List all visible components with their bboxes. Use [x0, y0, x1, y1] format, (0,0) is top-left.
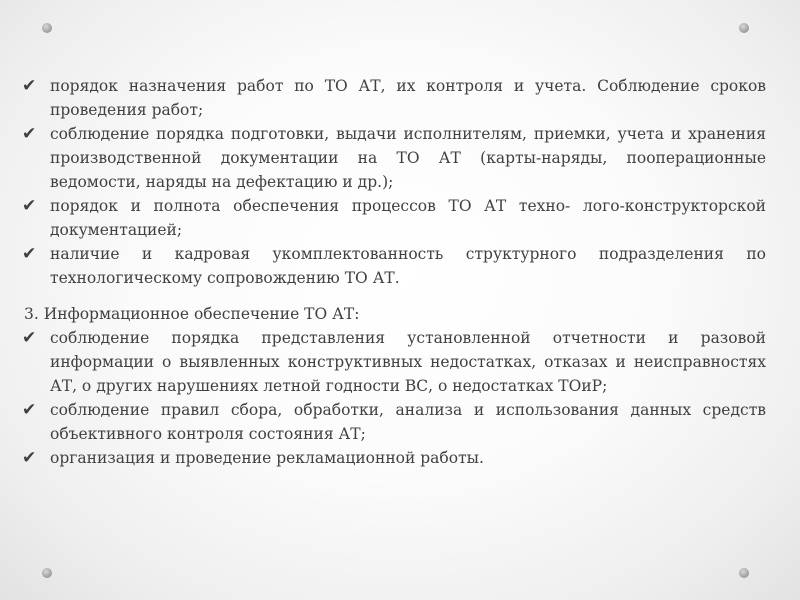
list-item-text: порядок назначения работ по ТО АТ, их контроля и учета. Соблюдение сроков проведения работ;: [50, 77, 766, 119]
corner-dot-top-left: [42, 23, 52, 33]
checkmark-icon: ✔: [22, 448, 37, 468]
checkmark-icon: ✔: [22, 400, 37, 420]
corner-dot-top-right: [739, 23, 749, 33]
checkmark-icon: ✔: [22, 244, 37, 264]
checkmark-icon: ✔: [22, 76, 37, 96]
checkmark-icon: ✔: [22, 124, 37, 144]
list-item-text: порядок и полнота обеспечения процессов ТО АТ техно- лого-конструкторской документацией;: [50, 197, 766, 239]
list-item: [22, 242, 766, 290]
slide-content: [22, 74, 766, 470]
checkmark-icon: ✔: [22, 328, 37, 348]
section-heading: 3. Информационное обеспечение ТО АТ:: [24, 305, 360, 323]
list-item: [22, 194, 766, 242]
list-item: [22, 74, 766, 122]
list-item-text: организация и проведение рекламационной работы.: [50, 449, 484, 467]
list-item: [22, 326, 766, 398]
list-item: [22, 446, 766, 470]
list-item-text: соблюдение правил сбора, обработки, анализа и использования данных средств объективного контроля состояния АТ;: [50, 401, 766, 443]
list-item: [22, 398, 766, 446]
list-item-text: соблюдение порядка представления установленной отчетности и разовой информации о выявленных конструктивных недостатках, отказах и неисправностях АТ, о других нарушениях летной годности ВС, о недостатках ТОиР;: [50, 329, 766, 395]
checkmark-icon: ✔: [22, 196, 37, 216]
list-item: [22, 122, 766, 194]
list-item-text: наличие и кадровая укомплектованность структурного подразделения по технологическому сопровождению ТО АТ.: [50, 245, 766, 287]
list-item-text: соблюдение порядка подготовки, выдачи исполнителям, приемки, учета и хранения производственной документации на ТО АТ (карты-наряды, пооперационные ведомости, наряды на дефектацию и др.);: [50, 125, 766, 191]
corner-dot-bottom-right: [739, 568, 749, 578]
corner-dot-bottom-left: [42, 568, 52, 578]
